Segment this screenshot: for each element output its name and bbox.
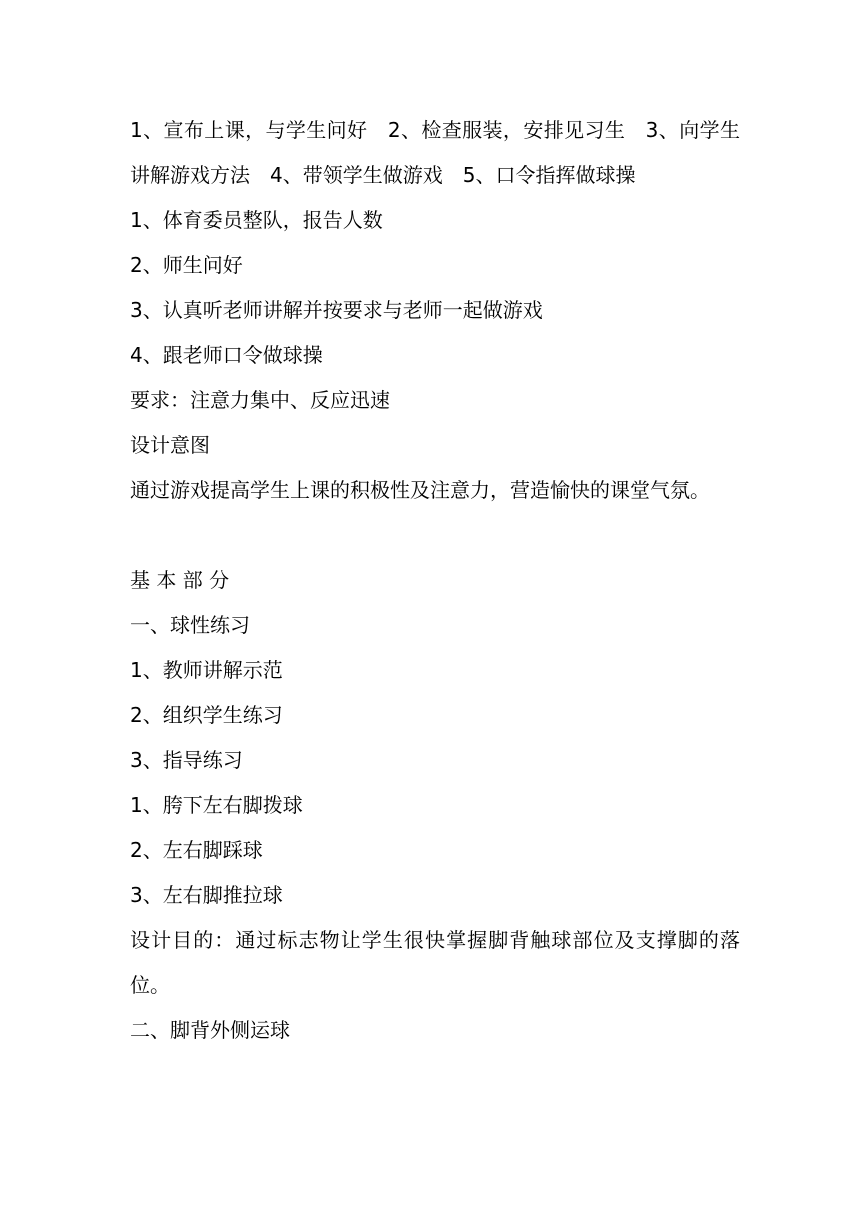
blank-line xyxy=(130,513,740,558)
exercise-item: 2、左右脚踩球 xyxy=(130,838,263,862)
design-text: 通过游戏提高学生上课的积极性及注意力，营造愉快的课堂气氛。 xyxy=(130,478,710,502)
exercise-item: 3、左右脚推拉球 xyxy=(130,883,283,907)
design-heading: 设计意图 xyxy=(130,433,210,457)
design-purpose: 设计目的：通过标志物让学生很快掌握脚背触球部位及支撑脚的落位。 xyxy=(130,928,740,997)
student-step: 3、认真听老师讲解并按要求与老师一起做游戏 xyxy=(130,298,543,322)
part2-title: 二、脚背外侧运球 xyxy=(130,1018,290,1042)
teacher-step: 2、组织学生练习 xyxy=(130,703,283,727)
teacher-step: 3、指导练习 xyxy=(130,748,243,772)
student-step: 2、师生问好 xyxy=(130,253,243,277)
exercise-item: 1、胯下左右脚拨球 xyxy=(130,793,303,817)
section-title: 基 本 部 分 xyxy=(130,568,230,592)
student-step: 1、体育委员整队，报告人数 xyxy=(130,208,383,232)
student-step: 4、跟老师口令做球操 xyxy=(130,343,323,367)
teacher-step: 1、教师讲解示范 xyxy=(130,658,283,682)
part1-title: 一、球性练习 xyxy=(130,613,250,637)
requirement-text: 要求：注意力集中、反应迅速 xyxy=(130,388,390,412)
document-page xyxy=(130,108,740,1053)
intro-paragraph: 1、宣布上课，与学生问好 2、检查服装，安排见习生 3、向学生讲解游戏方法 4、带领学生做游戏 5、口令指挥做球操 xyxy=(130,118,740,187)
